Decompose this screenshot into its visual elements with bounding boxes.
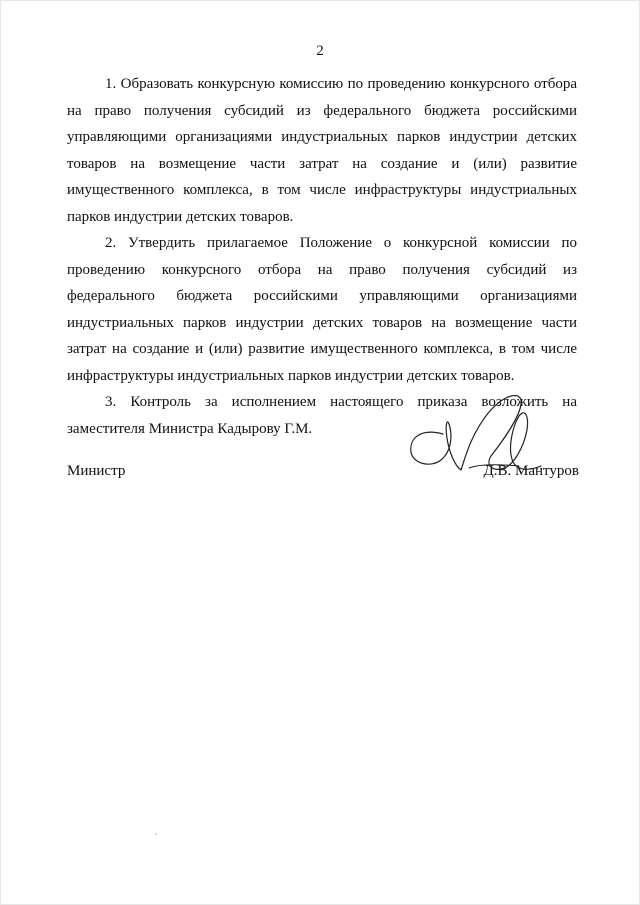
paragraph-2: 2. Утвердить прилагаемое Положение о конкурсной комиссии по проведению конкурсного отбора на право получения субсидий из федерального бюджета российскими управляющими организациями индустриальных парков индустрии детских товаров на возмещение части затрат на создание и (или) развитие имущественного комплекса, в том числе инфраструктуры индустриальных парков индустрии детских товаров. (67, 235, 577, 384)
paragraph-1: 1. Образовать конкурсную комиссию по проведению конкурсного отбора на право получения субсидий из федерального бюджета российскими управляющими организациями индустриальных парков индустрии детских товаров на возмещение части затрат на создание и (или) развитие имущественного комплекса, в том числе инфраструктуры индустриальных парков индустрии детских товаров. (67, 76, 577, 225)
signatory-title: Министр (67, 463, 126, 479)
page-number: 2 (316, 43, 324, 59)
handwritten-signature (401, 386, 551, 486)
scan-artifact (155, 833, 157, 835)
paragraph-3: 3. Контроль за исполнением настоящего приказа возложить на заместителя Министра Кадырову Г.М. (67, 394, 577, 437)
signatory-name: Д.В. Мантуров (483, 463, 579, 479)
